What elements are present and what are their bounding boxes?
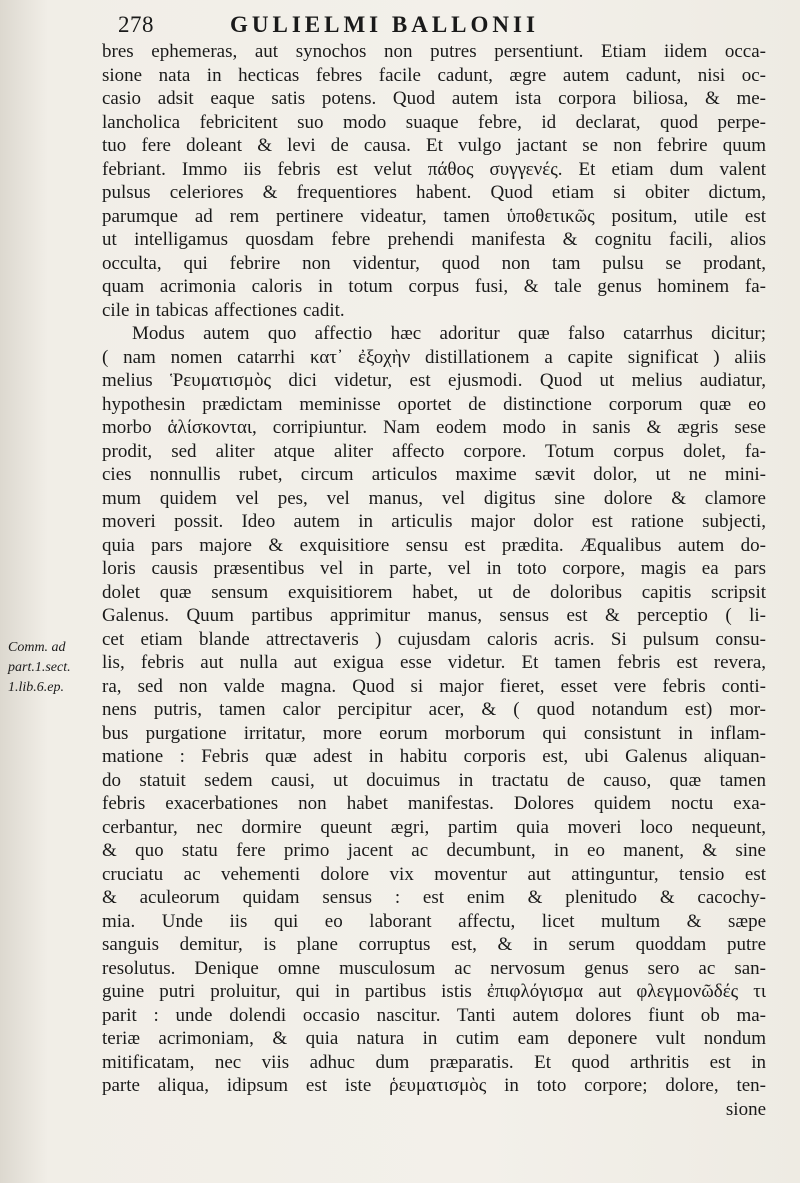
text-line: prodit, sed aliter atque aliter affecto corpore. Totum corpus dolet, fa- [102,440,766,462]
text-line: parumque ad rem pertinere videatur, tamen ὑποθετικῶς positum, utile est [102,205,766,227]
text-line: parit : unde dolendi occasio nascitur. Tanti autem dolores fiunt ob ma- [102,1004,766,1026]
margin-note-line: 1.lib.6.ep. [8,680,64,695]
text-line: ra, sed non valde magna. Quod si major fieret, esset vere febris conti- [102,675,766,697]
text-line: quia pars majore & exquisitiore sensu est prædita. Æqualibus autem do- [102,534,766,556]
text-line: cruciatu ac vehementi dolore vix moventur aut attinguntur, tensio est [102,863,766,885]
text-line: lancholica febricitent suo modo suaque febre, id declarat, quod perpe- [102,111,766,133]
page-number: 278 [118,12,154,37]
text-line: Galenus. Quum partibus apprimitur manus, sensus est & perceptio ( li- [102,605,766,626]
text-line: lis, febris aut nulla aut exigua esse videtur. Et tamen febris est revera, [102,652,766,673]
text-line: morbo ἁλίσκονται, corripiuntur. Nam eodem modo in sanis & ægris sese [102,417,766,438]
text-line: do statuit sedem causi, ut docuimus in tractatu de causo, quæ tamen [102,769,766,791]
text-line: mitificatam, nec viis adhuc dum præparatis. Et quod arthritis est in [102,1051,766,1073]
text-line: loris causis præsentibus vel in parte, vel in toto corpore, magis ea pars [102,558,766,579]
text-line: nens putris, tamen calor percipitur acer, & ( quod notandum est) mor- [102,699,766,720]
margin-note-line: Comm. ad [8,640,66,655]
text-line: teriæ acrimoniam, & quia natura in cutim eam deponere vult nondum [102,1028,766,1049]
text-line: hypothesin prædictam meminisse oportet de distinctione corporum quæ eo [102,393,766,415]
text-line: tuo fere doleant & levi de causa. Et vulgo jactant se non febrire quum [102,135,766,156]
text-line: & aculeorum quidam sensus : est enim & plenitudo & cacochy- [102,887,766,908]
text-line: dolet quæ sensum exquisitiorem habet, ut de doloribus capitis scripsit [102,581,766,603]
text-line: & quo statu fere primo jacent ac decumbunt, in eo manent, & sine [102,840,766,861]
margin-note-line: part.1.sect. [8,660,71,675]
text-line: cet etiam blande attrectaveris ) cujusdam caloris acris. Si pulsum consu- [102,628,766,650]
margin-note [8,638,108,698]
text-line: sanguis demitur, is plane corruptus est, & in serum quoddam putre [102,934,766,955]
text-line: matione : Febris quæ adest in habitu corporis est, ubi Galenus aliquan- [102,746,766,767]
text-line: sione nata in hecticas febres facile cadunt, ægre autem cadunt, nisi oc- [102,64,766,86]
text-line: febris exacerbationes non habet manifestas. Dolores quidem noctu exa- [102,793,766,814]
text-line: ( nam nomen catarrhi κατ᾽ ἐξοχὴν distillationem a capite significat ) aliis [102,346,766,368]
text-line: casio adsit eaque satis potens. Quod autem ista corpora biliosa, & me- [102,88,766,109]
page-header [118,12,798,42]
text-line: mia. Unde iis qui eo laborant affectu, licet multum & sæpe [102,910,766,932]
text-line: bres ephemeras, aut synochos non putres persentiunt. Etiam iidem occa- [102,41,766,62]
text-line: occulta, qui febrire non videntur, quod non tam pulsu se prodant, [102,252,766,274]
text-line: bus purgatione irritatur, more eorum morborum qui consistunt in inflam- [102,722,766,744]
body-text [102,40,766,1121]
text-line: cerbantur, nec dormire queunt ægri, partim quia moveri loco nequeunt, [102,816,766,838]
text-line: pulsus celeriores & frequentiores habent. Quod etiam si obiter dictum, [102,182,766,203]
text-line: parte aliqua, idipsum est iste ῥευματισμὸς in toto corpore; dolore, ten- [102,1075,766,1096]
text-line: ut intelligamus quosdam febre prehendi manifesta & cognitu facili, alios [102,229,766,250]
text-line: febriant. Immo iis febris est velut πάθος συγγενές. Et etiam dum valent [102,158,766,180]
running-head: GULIELMI BALLONII [230,12,539,37]
text-line: quam acrimonia caloris in totum corpus fusi, & tale genus hominem fa- [102,276,766,297]
text-line: guine putri proluitur, qui in partibus istis ἐπιφλόγισμα aut φλεγμονῶδές τι [102,981,766,1002]
text-line: mum quidem vel pes, vel manus, vel digitus sine dolore & clamore [102,487,766,509]
text-line: moveri possit. Ideo autem in articulis major dolor est ratione subjecti, [102,511,766,532]
text-line: sione [725,1098,766,1120]
text-line: melius Ῥευματισμὸς dici videtur, est ejusmodi. Quod ut melius audiatur, [102,370,766,391]
text-line: Modus autem quo affectio hæc adoritur quæ falso catarrhus dicitur; [132,323,766,344]
text-line: resolutus. Denique omne musculosum ac nervosum genus sero ac san- [102,957,766,979]
text-line: cies nonnullis rubet, circum articulos maxime sævit dolor, ut ne mini- [102,464,766,485]
text-line: cile in tabicas affectiones cadit. [102,299,345,321]
